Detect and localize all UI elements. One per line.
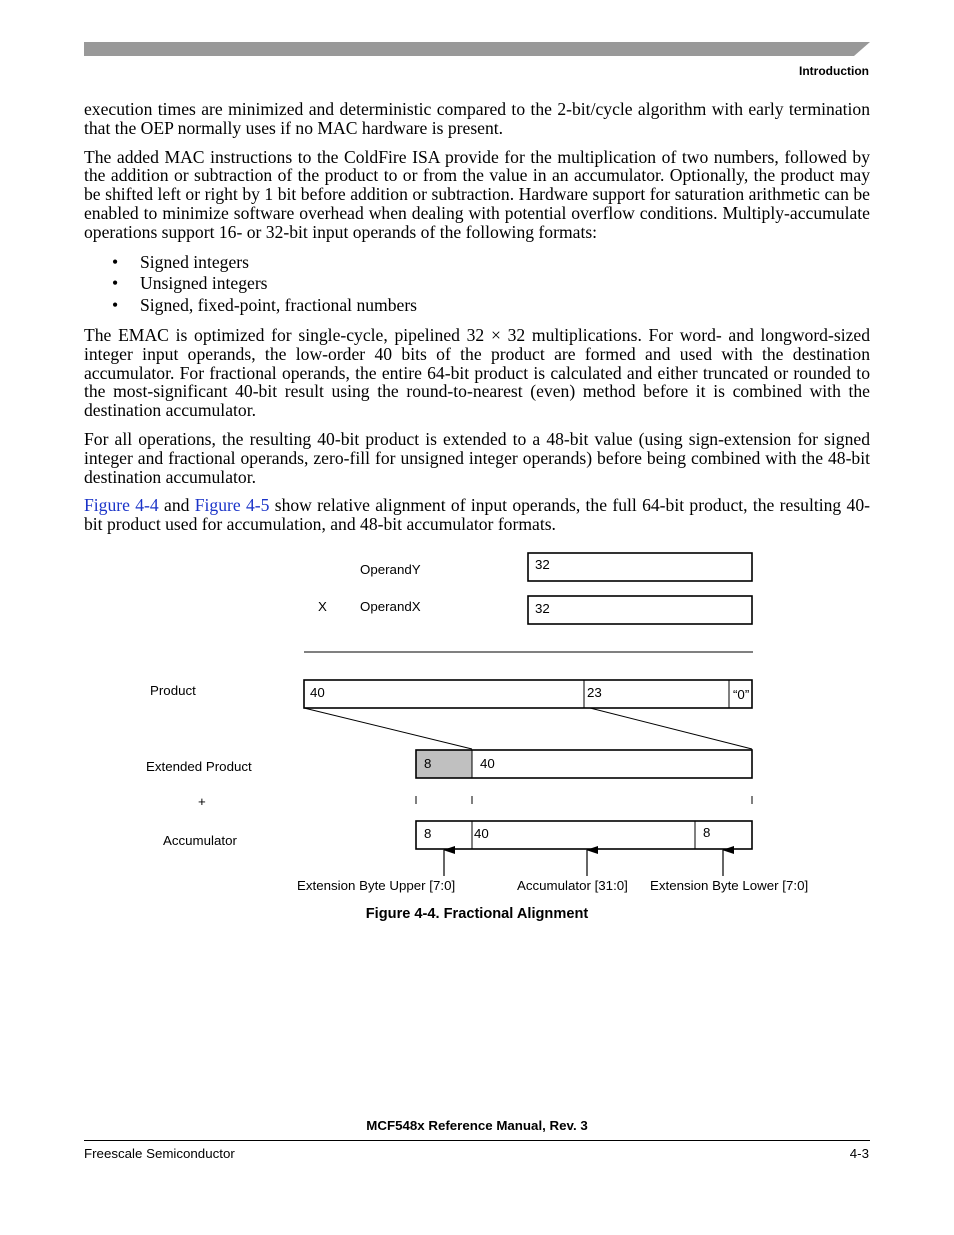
header-bar-shape <box>84 42 870 56</box>
body-text <box>84 100 870 544</box>
header-bar <box>84 42 870 56</box>
footer-rule <box>84 1140 870 1141</box>
projection-line-right <box>590 708 752 749</box>
accumulator-box <box>416 821 752 849</box>
extended-product-label: Extended Product <box>146 759 252 774</box>
operand-x-box <box>528 596 752 624</box>
product-label: Product <box>150 683 196 698</box>
pointer-label-upper: Extension Byte Upper [7:0] <box>297 878 456 893</box>
figure-4-5-link[interactable]: Figure 4-5 <box>194 495 270 516</box>
product-field-40: 40 <box>310 685 325 700</box>
operand-x-width: 32 <box>535 601 550 616</box>
pointer-label-lower: Extension Byte Lower [7:0] <box>650 878 809 893</box>
extended-field-8: 8 <box>424 756 432 771</box>
extended-field-40: 40 <box>480 756 495 771</box>
product-field-zero: “0” <box>733 687 750 702</box>
accumulator-field-upper: 8 <box>424 826 432 841</box>
paragraph-2: The added MAC instructions to the ColdFire ISA provide for the multiplication of two numbers, followed by the addition or subtraction of the product to or from the value in an accumulator. Optionally, the product may be shifted left or right by 1 bit before addition or subtraction. Hardware support for saturation arithmetic can be enabled to minimize software overhead when dealing with potential overflow conditions. Multiply-accumulate operations support 16- or 32-bit input operands of the following formats: <box>84 146 870 242</box>
accumulator-field-lower: 8 <box>703 825 711 840</box>
paragraph-4: For all operations, the resulting 40-bit product is extended to a 48-bit value (using sign-extension for signed integer and fractional operands, zero-fill for unsigned integer operands) before being combined with the 48-bit destination accumulator. <box>84 429 870 487</box>
paragraph-5 <box>84 496 870 534</box>
footer-company: Freescale Semiconductor <box>84 1146 235 1161</box>
fractional-alignment-figure <box>0 540 954 940</box>
footer-page-number: 4-3 <box>849 1146 869 1161</box>
list-item: • Signed integers <box>84 252 870 274</box>
accumulator-field-main: 40 <box>474 826 489 841</box>
pointer-label-accumulator: Accumulator [31:0] <box>517 878 628 893</box>
accumulator-label: Accumulator <box>163 833 237 848</box>
list-item: • Unsigned integers <box>84 273 870 295</box>
figure-caption: Figure 4-4. Fractional Alignment <box>365 906 589 922</box>
operand-x-label: OperandX <box>360 599 421 614</box>
footer-manual-title: MCF548x Reference Manual, Rev. 3 <box>366 1118 588 1133</box>
section-title: Introduction <box>799 64 869 78</box>
operand-y-box <box>528 553 752 581</box>
paragraph-1: execution times are minimized and deterministic compared to the 2-bit/cycle algorithm with early termination that the OEP normally uses if no MAC hardware is present. <box>84 99 870 138</box>
product-box <box>304 680 752 708</box>
paragraph-3: The EMAC is optimized for single-cycle, pipelined 32 × 32 multiplications. For word- and longword-sized integer input operands, the low-order 40 bits of the product are formed and used with the destination accumulator. For fractional operands, the entire 64-bit product is calculated and either truncated or rounded to the most-significant 40-bit result using the round-to-nearest (even) method before it is combined with the destination accumulator. <box>84 325 870 421</box>
plus-symbol: + <box>198 794 206 809</box>
times-symbol: X <box>318 599 327 614</box>
operand-y-label: OperandY <box>360 562 421 577</box>
paragraph-5-and: and <box>158 495 195 516</box>
projection-line-left <box>304 708 472 749</box>
figure-4-4-link[interactable]: Figure 4-4 <box>84 495 159 516</box>
format-list <box>84 252 870 317</box>
paragraph-5-text: show relative alignment of input operands, the full 64-bit product, the resulting 40-bit product used for accumulation, and 48-bit accumulator formats. <box>84 495 870 535</box>
product-field-23: 23 <box>587 685 602 700</box>
operand-y-width: 32 <box>535 557 550 572</box>
list-item: • Signed, fixed-point, fractional numbers <box>84 295 870 317</box>
